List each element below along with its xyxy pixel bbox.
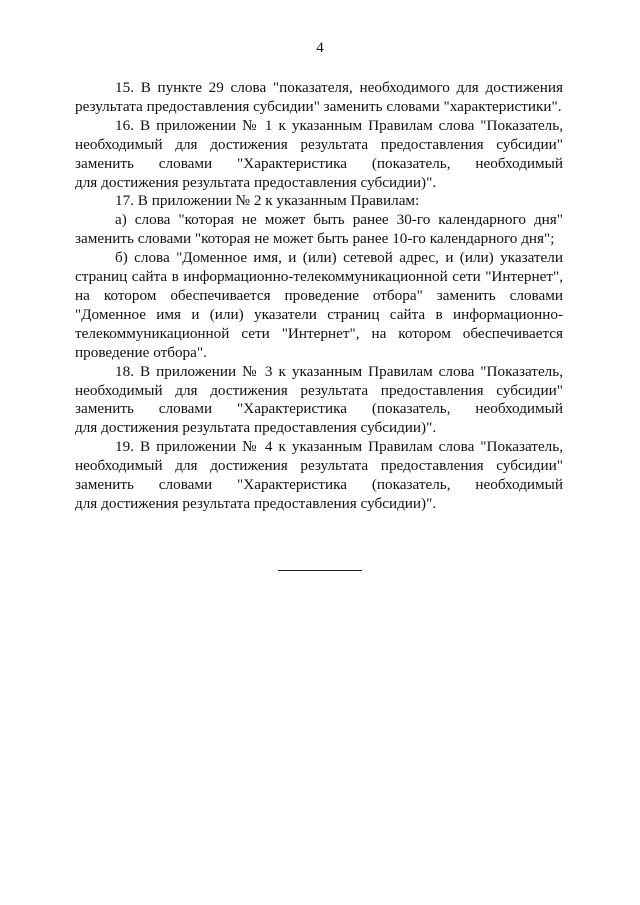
paragraph-line: б) слова "Доменное имя, и (или) сетевой адрес, и (или) указатели [115, 249, 563, 267]
paragraph-line: заменить словами "Характеристика (показатель, необходимый [75, 400, 563, 418]
paragraph-line: для достижения результата предоставления субсидии)". [75, 494, 437, 512]
paragraph-line: страниц сайта в информационно-телекоммуникационной сети "Интернет", [75, 268, 563, 286]
paragraph [75, 192, 563, 211]
document-body [75, 79, 563, 514]
paragraph-line: на котором обеспечивается проведение отбора" заменить словами [75, 286, 563, 304]
paragraph [75, 363, 563, 439]
paragraph-line: необходимый для достижения результата предоставления субсидии" [75, 381, 563, 399]
paragraph-line: необходимый для достижения результата предоставления субсидии" [75, 457, 563, 475]
paragraph-line: а) слова "которая не может быть ранее 30-го календарного дня" [115, 211, 563, 229]
paragraph-line: 18. В приложении № 3 к указанным Правилам слова "Показатель, [115, 362, 563, 380]
paragraph [75, 117, 563, 193]
paragraph-line: проведение отбора". [75, 343, 207, 361]
paragraph-line: 15. В пункте 29 слова "показателя, необходимого для достижения [115, 79, 563, 96]
paragraph-line: 19. В приложении № 4 к указанным Правилам слова "Показатель, [115, 438, 563, 456]
paragraph-line: заменить словами "которая не может быть ранее 10-го календарного дня"; [75, 230, 555, 248]
paragraph [75, 249, 563, 362]
paragraph [75, 79, 563, 117]
paragraph-line: "Доменное имя и (или) указатели страниц сайта в информационно- [75, 305, 563, 323]
paragraph-line: для достижения результата предоставления субсидии)". [75, 173, 437, 191]
paragraph-line: результата предоставления субсидии" заменить словами "характеристики". [75, 97, 562, 115]
paragraph [75, 438, 563, 514]
paragraph-line: 17. В приложении № 2 к указанным Правилам: [115, 192, 420, 210]
paragraph-line: 16. В приложении № 1 к указанным Правилам слова "Показатель, [115, 116, 563, 134]
page-number: 4 [316, 40, 324, 56]
end-separator-line [278, 570, 362, 571]
paragraph-line: телекоммуникационной сети "Интернет", на котором обеспечивается [75, 324, 563, 342]
paragraph-line: заменить словами "Характеристика (показатель, необходимый [75, 154, 563, 172]
paragraph-line: заменить словами "Характеристика (показатель, необходимый [75, 476, 563, 494]
paragraph [75, 211, 563, 249]
paragraph-line: для достижения результата предоставления субсидии)". [75, 419, 437, 437]
paragraph-line: необходимый для достижения результата предоставления субсидии" [75, 135, 563, 153]
